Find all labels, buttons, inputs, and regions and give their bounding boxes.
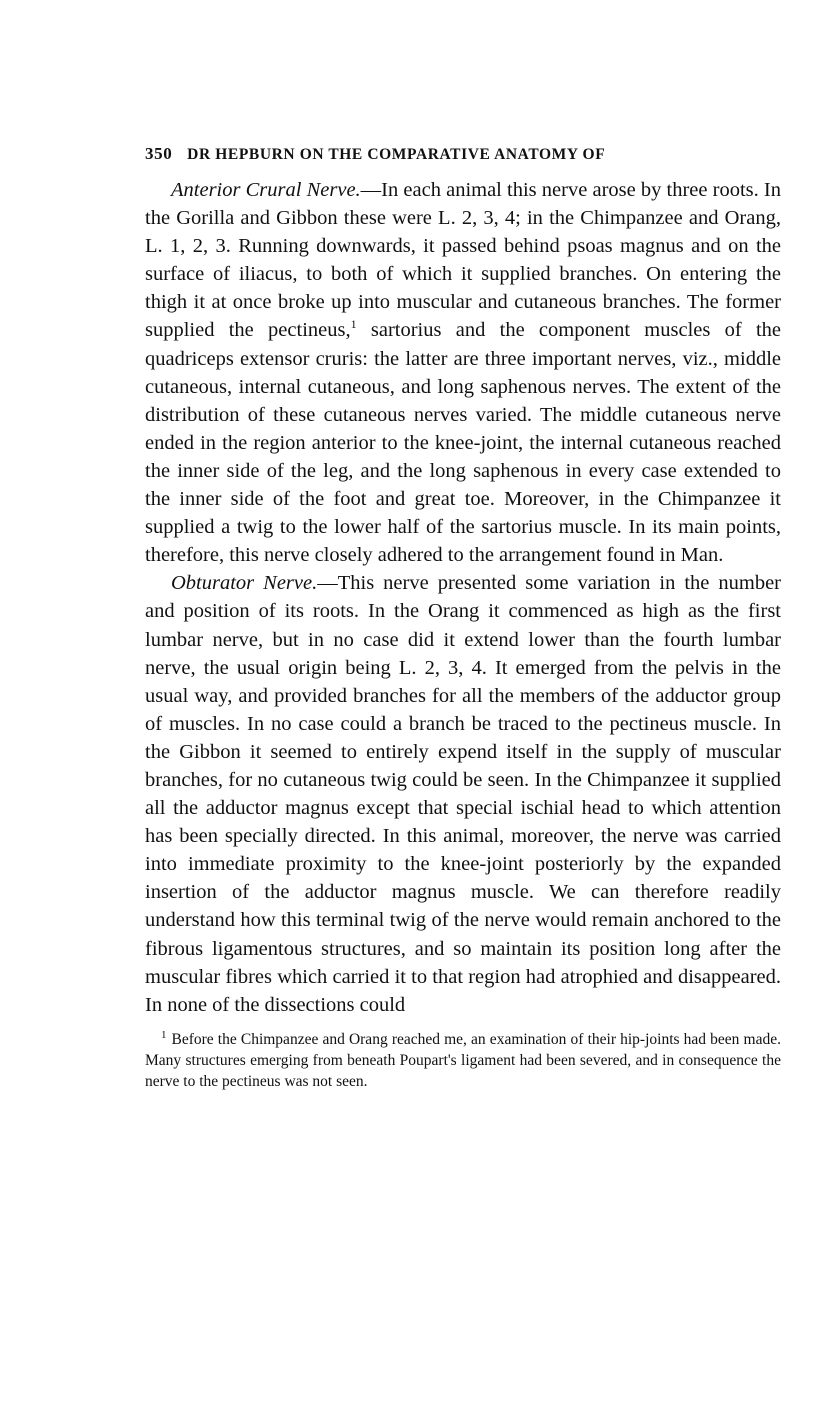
footnote-text: Before the Chimpanzee and Orang reached me, an examination of their hip-joints had been made. Many structures emerging from beneath Poupart's ligament had been severed, and in consequence the nerve to the pectineus was not seen. [145,1030,781,1090]
footnote-reference[interactable]: 1 [350,317,357,332]
footnote [145,1029,781,1092]
section-lead-anterior-crural-nerve: Anterior Crural Nerve. [171,179,361,201]
footnotes [145,1029,781,1092]
paragraph-text: —In each animal this nerve arose by three roots. In the Gorilla and Gibbon these were L. 2, 3, 4; in the Chimpanzee and Orang, L. 1, 2, 3. Running downwards, it passed behind psoas magnus and on the surface of iliacus, to both of which it supplied branches. On entering the thigh it at once broke up into muscular and cutaneous branches. The former supplied the pectineus, [145,179,781,342]
section-lead-obturator-nerve: Obturator Nerve. [171,572,318,595]
page [145,140,781,1092]
running-header [145,140,781,168]
paragraph-anterior-crural-nerve [145,176,781,569]
footnote-mark: 1 [161,1028,167,1041]
page-number: 350 [145,144,173,163]
paragraph-text: sartorius and the component muscles of the quadriceps extensor cruris: the latter are three important nerves, viz., middle cutaneous, internal cutaneous, and long saphenous nerves. The extent of the distribution of these cutaneous nerves varied. The middle cutaneous nerve ended in the region anterior to the knee-joint, the internal cutaneous reached the inner side of the leg, and the long saphenous in every case extended to the inner side of the foot and great toe. Moreover, in the Chimpanzee it supplied a twig to the lower half of the sartorius muscle. In its main points, therefore, this nerve closely adhered to the arrangement found in Man. [145,319,782,567]
paragraph-text: —This nerve presented some variation in the number and position of its roots. In the Orang it commenced as high as the first lumbar nerve, but in no case did it extend lower than the fourth lumbar nerve, the usual origin being L. 2, 3, 4. It emerged from the pelvis in the usual way, and provided branches for all the members of the adductor group of muscles. In no case could a branch be traced to the pectineus muscle. In the Gibbon it seemed to entirely expend itself in the supply of muscular branches, for no cutaneous twig could be seen. In the Chimpanzee it supplied all the adductor magnus except that special ischial head to which attention has been specially directed. In this animal, moreover, the nerve was carried into immediate proximity to the knee-joint posteriorly by the expanded insertion of the adductor magnus muscle. We can therefore readily understand how this terminal twig of the nerve would remain anchored to the fibrous ligamentous structures, and so maintain its position long after the muscular fibres which carried it to that region had atrophied and disappeared. In none of the dissections could [145,572,781,1016]
running-title: DR HEPBURN ON THE COMPARATIVE ANATOMY OF [187,146,606,163]
body-text [145,176,781,1019]
paragraph-obturator-nerve [145,569,781,1019]
